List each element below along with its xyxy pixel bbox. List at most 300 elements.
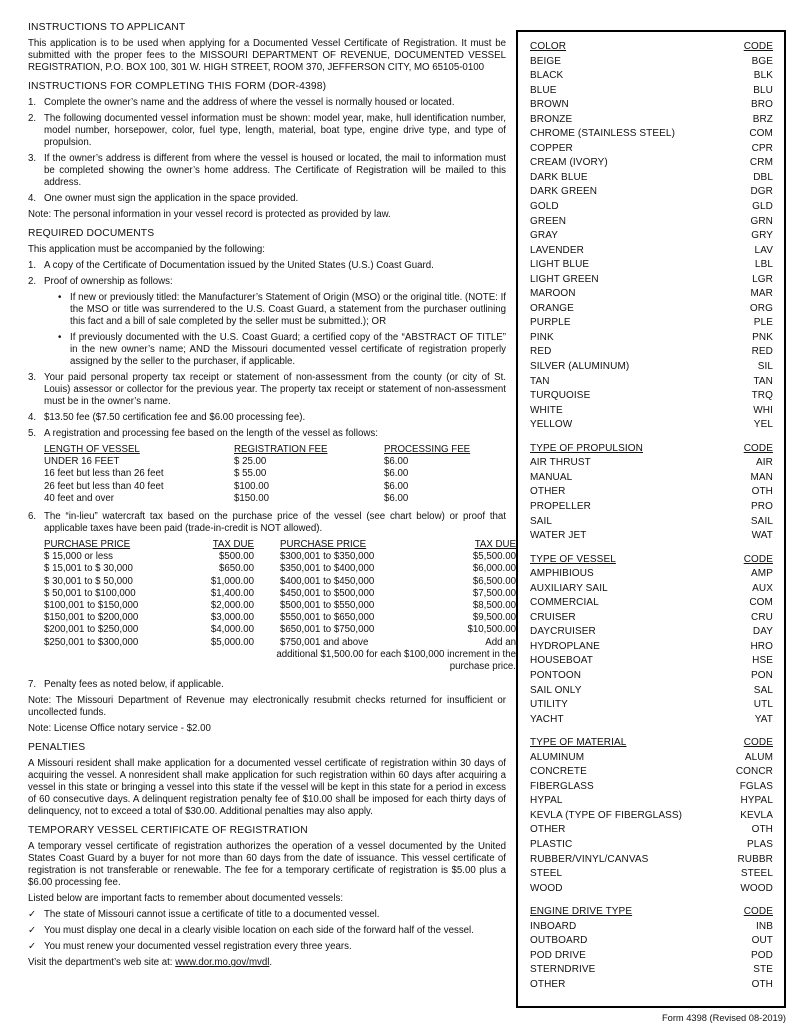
code-row xyxy=(530,780,773,795)
code-name: POD DRIVE xyxy=(530,949,586,961)
code-row xyxy=(530,611,773,626)
code-row xyxy=(530,316,773,331)
table-row xyxy=(44,468,490,480)
website-line xyxy=(28,957,506,969)
column-header xyxy=(234,444,384,456)
code-value: DGR xyxy=(750,186,773,198)
item-number: 1. xyxy=(28,260,37,271)
numitem-item xyxy=(28,113,506,149)
code-row xyxy=(530,698,773,713)
item-number: 6. xyxy=(28,511,37,523)
penalties-paragraph: A Missouri resident shall make application for a documented vessel certificate of registration within 30 days of acquiring the vessel. A nonresident shall make application for such registration within 60 days after acquiring a vessel in this state or bringing a vessel into this state if the vessel will be kept in this state for a period in excess of 60 consecutive days. A delinquent registration penalty fee of $10.00 shall be imposed for each thirty days of delinquency, not to exceed a total of $30.00. Additional penalties may also apply. xyxy=(28,758,506,818)
column-header xyxy=(194,539,254,551)
table-cell: $6.00 xyxy=(384,492,409,504)
numitem-text: The following documented vessel information must be shown: model year, make, hull identification number, model number, horsepower, color, fuel type, length, material, boat type, engine drive type, and type of propulsion. xyxy=(44,113,506,148)
column-header xyxy=(254,539,440,551)
code-name: SAIL ONLY xyxy=(530,684,582,696)
table-cell: $500.00 xyxy=(218,551,254,563)
table-cell: $4,000.00 xyxy=(210,624,254,636)
code-row xyxy=(530,853,773,868)
code-table-type-of-material xyxy=(530,736,773,896)
numitem-text: The “in-lieu” watercraft tax based on the purchase price of the vessel (see chart below) or proof that applicable taxes have been paid (trade-in-credit is NOT allowed). xyxy=(44,511,506,535)
code-row xyxy=(530,765,773,780)
code-row xyxy=(530,360,773,375)
code-value: GRN xyxy=(750,215,773,227)
bullet-icon: • xyxy=(58,292,62,303)
code-name: PINK xyxy=(530,331,554,343)
item-number: 1. xyxy=(28,97,37,108)
code-row xyxy=(530,882,773,897)
item-number: 2. xyxy=(28,276,37,287)
code-name: WHITE xyxy=(530,404,563,416)
code-row xyxy=(530,244,773,259)
code-name: DARK GREEN xyxy=(530,186,598,198)
code-name: MAROON xyxy=(530,288,576,300)
code-row xyxy=(530,934,773,949)
code-name: YACHT xyxy=(530,713,564,725)
code-value: RED xyxy=(751,346,773,358)
code-value: PLE xyxy=(753,317,773,329)
column-header xyxy=(44,539,194,551)
item-number: 3. xyxy=(28,153,37,164)
code-name: BLACK xyxy=(530,70,564,82)
privacy-note: Note: The personal information in your vessel record is protected as provided by law. xyxy=(28,209,391,220)
numitem-item xyxy=(28,679,506,691)
code-value: TRQ xyxy=(751,390,773,402)
code-table-header-row xyxy=(530,553,773,568)
code-value: PNK xyxy=(752,331,773,343)
table-cell: $250,001 to $300,000 xyxy=(44,636,139,648)
code-name: LAVENDER xyxy=(530,244,584,256)
numitem-text: A copy of the Certificate of Documentation issued by the United States (U.S.) Coast Guard. xyxy=(44,260,434,271)
tail-spacer-cell xyxy=(44,649,254,673)
code-value: FGLAS xyxy=(739,780,773,792)
table-row xyxy=(44,551,516,563)
item-number: 3. xyxy=(28,372,37,383)
code-table-color xyxy=(530,40,773,433)
numitem-text: Proof of ownership as follows: xyxy=(44,276,173,287)
code-row xyxy=(530,838,773,853)
table-cell: $5,500.00 xyxy=(472,551,516,563)
table-row xyxy=(44,481,490,493)
code-value: CRU xyxy=(751,611,773,623)
code-row xyxy=(530,404,773,419)
code-value: MAN xyxy=(750,471,773,483)
code-value: STEEL xyxy=(740,868,773,880)
code-name: TURQUOISE xyxy=(530,390,591,402)
code-row xyxy=(530,331,773,346)
code-table-title: ENGINE DRIVE TYPE xyxy=(530,906,633,918)
code-row xyxy=(530,418,773,433)
code-value: BRZ xyxy=(752,113,773,125)
table-cell: $2,000.00 xyxy=(210,600,254,612)
code-row xyxy=(530,127,773,142)
code-name: WOOD xyxy=(530,882,563,894)
table-cell: $400,001 to $450,000 xyxy=(280,575,375,587)
check-item xyxy=(28,925,506,937)
table-cell: $650.00 xyxy=(218,563,254,575)
completing-form-heading: INSTRUCTIONS FOR COMPLETING THIS FORM (DOR-4398) xyxy=(28,81,327,92)
code-name: LIGHT GREEN xyxy=(530,273,599,285)
instructions-to-applicant-heading: INSTRUCTIONS TO APPLICANT xyxy=(28,22,186,33)
code-value: INB xyxy=(756,920,773,932)
code-row xyxy=(530,529,773,544)
code-value: AIR xyxy=(756,457,773,469)
penalties-heading: PENALTIES xyxy=(28,742,86,754)
code-name: UTILITY xyxy=(530,699,568,711)
code-row xyxy=(530,156,773,171)
column-header xyxy=(384,444,490,456)
code-value: BRO xyxy=(751,99,773,111)
table-cell: $ 25.00 xyxy=(234,456,267,468)
table-cell: $1,400.00 xyxy=(210,587,254,599)
code-row xyxy=(530,515,773,530)
table-row xyxy=(44,576,516,588)
code-value: PON xyxy=(751,669,773,681)
table-cell: 26 feet but less than 40 feet xyxy=(44,480,164,492)
required-documents-intro: This application must be accompanied by the following: xyxy=(28,244,265,255)
code-value: OUT xyxy=(751,935,773,947)
code-name: HYDROPLANE xyxy=(530,640,600,652)
code-value: HYPAL xyxy=(740,795,773,807)
code-value: HRO xyxy=(750,640,773,652)
code-value: CONCR xyxy=(735,766,773,778)
numitem-text: Penalty fees as noted below, if applicable. xyxy=(44,679,224,691)
table-cell: $350,001 to $400,000 xyxy=(280,563,375,575)
code-row xyxy=(530,963,773,978)
tail-note-cell: additional $1,500.00 for each $100,000 increment in the purchase price. xyxy=(276,648,516,673)
code-row xyxy=(530,978,773,993)
code-value: OTH xyxy=(751,978,773,990)
table-row xyxy=(44,456,490,468)
code-row xyxy=(530,287,773,302)
numitem-text: Your paid personal property tax receipt or statement of non-assessment from the county (or city of St. Louis) assessor or collector for the previous year. The property tax receipt or statement of non-assessment must be in the owner’s name. xyxy=(44,372,506,407)
code-name: HYPAL xyxy=(530,795,563,807)
checkmark-icon: ✓ xyxy=(28,925,37,937)
code-name: BEIGE xyxy=(530,55,562,67)
code-value: AUX xyxy=(752,582,773,594)
table-cell: $5,000.00 xyxy=(210,636,254,648)
table-cell: $ 15,001 to $ 30,000 xyxy=(44,563,133,575)
column-header xyxy=(440,539,516,551)
code-name: SILVER (ALUMINUM) xyxy=(530,361,630,373)
code-value: ALUM xyxy=(744,751,773,763)
numitem-item xyxy=(28,97,506,109)
code-value: STE xyxy=(753,964,773,976)
code-value: WHI xyxy=(753,404,773,416)
code-name: ALUMINUM xyxy=(530,751,585,763)
notary-note: Note: License Office notary service - $2.00 xyxy=(28,723,211,735)
numitem-item xyxy=(28,193,506,205)
code-name: OTHER xyxy=(530,978,566,990)
table-cell: $6.00 xyxy=(384,456,409,468)
code-tables-panel xyxy=(516,30,786,1008)
bullet-text: If new or previously titled: the Manufacturer’s Statement of Origin (MSO) or the original title. (NOTE: If the MSO or title was surrendered to the U.S. Coast Guard, a statement from the purchaser outlining this fact and a bill of sale completed by the seller must be submitted.); OR xyxy=(70,292,506,327)
code-row xyxy=(530,55,773,70)
table-row xyxy=(44,588,516,600)
numitem-item xyxy=(28,412,506,424)
table-header-row xyxy=(44,539,516,551)
code-value: SAL xyxy=(753,684,773,696)
code-value: CRM xyxy=(749,157,773,169)
code-row xyxy=(530,684,773,699)
code-name: SAIL xyxy=(530,515,553,527)
numitem-text: One owner must sign the application in the space provided. xyxy=(44,193,299,204)
numitem-item xyxy=(28,428,506,440)
code-value: BLU xyxy=(753,84,773,96)
code-row xyxy=(530,654,773,669)
code-name: OTHER xyxy=(530,824,566,836)
temporary-certificate-paragraph: A temporary vessel certificate of registration authorizes the operation of a vessel documented by the United States Coast Guard by a buyer for not more than 60 days from the date of issuance. This vessel certificate of registration is not transferable or renewable. The fee for a temporary certificate of registration is $5.00 plus a $6.00 processing fee. xyxy=(28,841,506,889)
code-name: KEVLA (TYPE OF FIBERGLASS) xyxy=(530,809,683,821)
table-cell: $3,000.00 xyxy=(210,612,254,624)
table-cell: $100.00 xyxy=(234,480,270,492)
code-name: BLUE xyxy=(530,84,557,96)
table-cell: $100,001 to $150,000 xyxy=(44,600,139,612)
column-header-label: REGISTRATION FEE xyxy=(234,444,328,455)
check-text: You must renew your documented vessel registration every three years. xyxy=(44,941,352,953)
column-header-label: LENGTH OF VESSEL xyxy=(44,444,140,455)
code-name: RED xyxy=(530,346,552,358)
code-table-header-row xyxy=(530,905,773,920)
code-row xyxy=(530,949,773,964)
item-number: 2. xyxy=(28,113,37,124)
code-table-header-row xyxy=(530,736,773,751)
numitem-text: Complete the owner’s name and the address of where the vessel is normally housed or located. xyxy=(44,97,455,108)
code-value: LGR xyxy=(752,273,773,285)
table-cell: $ 55.00 xyxy=(234,468,267,480)
code-value: PLAS xyxy=(747,838,773,850)
code-value: COM xyxy=(749,128,773,140)
code-row xyxy=(530,809,773,824)
check-item xyxy=(28,909,506,921)
code-table-header-row xyxy=(530,40,773,55)
code-value: COM xyxy=(749,597,773,609)
item-number: 5. xyxy=(28,428,37,439)
code-name: CHROME (STAINLESS STEEL) xyxy=(530,128,676,140)
table-cell: $8,500.00 xyxy=(472,600,516,612)
table-cell: $6,000.00 xyxy=(472,563,516,575)
code-value: DBL xyxy=(753,171,773,183)
table-cell: $6.00 xyxy=(384,480,409,492)
table-cell: UNDER 16 FEET xyxy=(44,456,120,468)
code-row xyxy=(530,229,773,244)
code-row xyxy=(530,113,773,128)
code-value: OTH xyxy=(751,824,773,836)
item-number: 7. xyxy=(28,679,37,691)
code-value: GRY xyxy=(751,230,773,242)
important-facts-intro: Listed below are important facts to remember about documented vessels: xyxy=(28,893,344,905)
table-cell: $150,001 to $200,000 xyxy=(44,612,139,624)
table-cell: $ 30,001 to $ 50,000 xyxy=(44,575,133,587)
code-column-label: CODE xyxy=(743,906,773,918)
code-value: BLK xyxy=(753,70,773,82)
code-row xyxy=(530,389,773,404)
form-footer: Form 4398 (Revised 08-2019) xyxy=(661,1013,786,1023)
code-name: OTHER xyxy=(530,486,566,498)
check-item xyxy=(28,941,506,953)
table-cell: $550,001 to $650,000 xyxy=(280,612,375,624)
table-cell: $450,001 to $500,000 xyxy=(280,587,375,599)
code-value: CPR xyxy=(751,142,773,154)
table-cell: $500,001 to $550,000 xyxy=(280,600,375,612)
code-name: OUTBOARD xyxy=(530,935,588,947)
checkmark-icon: ✓ xyxy=(28,941,37,953)
code-row xyxy=(530,823,773,838)
item-number: 4. xyxy=(28,193,37,204)
column-header-label: PURCHASE PRICE xyxy=(44,539,131,551)
code-name: TAN xyxy=(530,375,550,387)
numitem-item xyxy=(28,372,506,408)
numitem-item xyxy=(28,260,506,272)
table-cell: $9,500.00 xyxy=(472,612,516,624)
item-number: 4. xyxy=(28,412,37,423)
code-row xyxy=(530,456,773,471)
code-row xyxy=(530,669,773,684)
code-value: DAY xyxy=(752,626,773,638)
code-value: SAIL xyxy=(750,515,773,527)
bullet-text: If previously documented with the U.S. Coast Guard; a certified copy of the “ABSTRACT OF TITLE” in the new owner’s name; AND the Missouri documented vessel certificate of registration properly assigned by the seller to the purchaser, if applicable. xyxy=(70,332,506,367)
code-row xyxy=(530,582,773,597)
table-cell: $ 50,001 to $100,000 xyxy=(44,587,136,599)
code-row xyxy=(530,273,773,288)
code-name: ORANGE xyxy=(530,302,574,314)
website-suffix: . xyxy=(269,957,273,969)
code-name: GREEN xyxy=(530,215,567,227)
code-name: STERNDRIVE xyxy=(530,964,596,976)
table-cell: 16 feet but less than 26 feet xyxy=(44,468,164,480)
code-value: MAR xyxy=(750,288,773,300)
code-value: KEVLA xyxy=(740,809,773,821)
code-value: WOOD xyxy=(740,882,773,894)
code-name: YELLOW xyxy=(530,419,573,431)
bullet-item xyxy=(58,332,506,368)
checkmark-icon: ✓ xyxy=(28,909,37,921)
code-value: TAN xyxy=(753,375,773,387)
code-name: RUBBER/VINYL/CANVAS xyxy=(530,853,649,865)
code-name: AIR THRUST xyxy=(530,457,591,469)
table-cell: $6,500.00 xyxy=(472,575,516,587)
code-row xyxy=(530,345,773,360)
code-name: COPPER xyxy=(530,142,573,154)
temporary-certificate-heading: TEMPORARY VESSEL CERTIFICATE OF REGISTRATION xyxy=(28,825,308,837)
code-value: BGE xyxy=(751,55,773,67)
code-name: WATER JET xyxy=(530,530,587,542)
code-row xyxy=(530,258,773,273)
code-name: LIGHT BLUE xyxy=(530,259,590,271)
code-value: POD xyxy=(751,949,773,961)
code-row xyxy=(530,84,773,99)
numitem-item xyxy=(28,276,506,288)
table-row xyxy=(44,493,490,505)
code-row xyxy=(530,185,773,200)
code-row xyxy=(530,302,773,317)
table-cell: Add an xyxy=(485,636,516,648)
code-row xyxy=(530,794,773,809)
table-cell: $650,001 to $750,000 xyxy=(280,624,375,636)
table-cell: $300,001 to $350,000 xyxy=(280,551,375,563)
applicant-intro-paragraph: This application is to be used when applying for a Documented Vessel Certificate of Registration. It must be submitted with the proper fees to the MISSOURI DEPARTMENT OF REVENUE, DOCUMENTED VESSEL REGISTRATION, P.O. BOX 100, 301 W. HIGH STREET, ROOM 370, JEFFERSON CITY, MO 65105-0100 xyxy=(28,38,506,73)
code-column-label: CODE xyxy=(743,737,773,749)
table-row xyxy=(44,612,516,624)
table-cell: $750,001 and above xyxy=(280,636,369,648)
table-cell: $150.00 xyxy=(234,492,270,504)
code-row xyxy=(530,713,773,728)
code-row xyxy=(530,625,773,640)
code-row xyxy=(530,69,773,84)
table-cell: $10,500.00 xyxy=(467,624,516,636)
code-value: LAV xyxy=(754,244,773,256)
code-name: DAYCRUISER xyxy=(530,626,596,638)
code-row xyxy=(530,751,773,766)
code-row xyxy=(530,375,773,390)
table-cell: $ 15,000 or less xyxy=(44,551,113,563)
code-column-label: CODE xyxy=(743,553,773,565)
table-cell: $200,001 to $250,000 xyxy=(44,624,139,636)
numitem-text: $13.50 fee ($7.50 certification fee and $6.00 processing fee). xyxy=(44,412,306,423)
code-value: YAT xyxy=(754,713,773,725)
column-header-label: TAX DUE xyxy=(212,539,254,551)
numitem-item xyxy=(28,153,506,189)
table-row xyxy=(44,600,516,612)
code-table-type-of-vessel xyxy=(530,553,773,728)
table-cell: 40 feet and over xyxy=(44,492,115,504)
numitem-text: If the owner’s address is different from where the vessel is housed or located, the mail to information must be completed showing the owner’s home address. The Certificate of Registration will be mailed to this address. xyxy=(44,153,506,188)
table-cell: $7,500.00 xyxy=(472,587,516,599)
code-name: HOUSEBOAT xyxy=(530,655,593,667)
code-row xyxy=(530,171,773,186)
table-tail-row xyxy=(44,649,516,673)
check-text: The state of Missouri cannot issue a certificate of title to a documented vessel. xyxy=(44,909,380,921)
column-header-label: PURCHASE PRICE xyxy=(280,539,367,551)
code-row xyxy=(530,200,773,215)
code-row xyxy=(530,567,773,582)
code-row xyxy=(530,142,773,157)
code-name: PONTOON xyxy=(530,669,582,681)
website-prefix: Visit the department’s web site at: xyxy=(28,957,176,969)
code-name: FIBERGLASS xyxy=(530,780,594,792)
code-name: CONCRETE xyxy=(530,766,587,778)
code-name: COMMERCIAL xyxy=(530,597,599,609)
website-link[interactable]: www.dor.mo.gov/mvdl xyxy=(175,957,270,969)
code-name: STEEL xyxy=(530,868,563,880)
code-row xyxy=(530,485,773,500)
code-name: MANUAL xyxy=(530,471,573,483)
code-table-title: TYPE OF MATERIAL xyxy=(530,737,627,749)
code-row xyxy=(530,867,773,882)
code-name: CRUISER xyxy=(530,611,576,623)
code-name: CREAM (IVORY) xyxy=(530,157,608,169)
code-value: ORG xyxy=(749,302,773,314)
left-column xyxy=(28,22,516,973)
resubmit-note: Note: The Missouri Department of Revenue may electronically resubmit checks returned for insufficient or uncollected funds. xyxy=(28,695,506,719)
code-row xyxy=(530,471,773,486)
column-header xyxy=(44,444,234,456)
in-lieu-tax-table xyxy=(44,539,516,673)
code-row xyxy=(530,500,773,515)
code-column-label: CODE xyxy=(743,442,773,454)
code-value: AMP xyxy=(751,568,773,580)
code-table-engine-drive-type xyxy=(530,905,773,992)
code-table-title: COLOR xyxy=(530,41,567,52)
code-value: SIL xyxy=(757,361,773,373)
code-row xyxy=(530,98,773,113)
code-value: GLD xyxy=(752,201,773,213)
code-table-header-row xyxy=(530,442,773,457)
table-row xyxy=(44,563,516,575)
length-fee-table xyxy=(44,444,490,505)
check-text: You must display one decal in a clearly visible location on each side of the forward half of the vessel. xyxy=(44,925,474,937)
